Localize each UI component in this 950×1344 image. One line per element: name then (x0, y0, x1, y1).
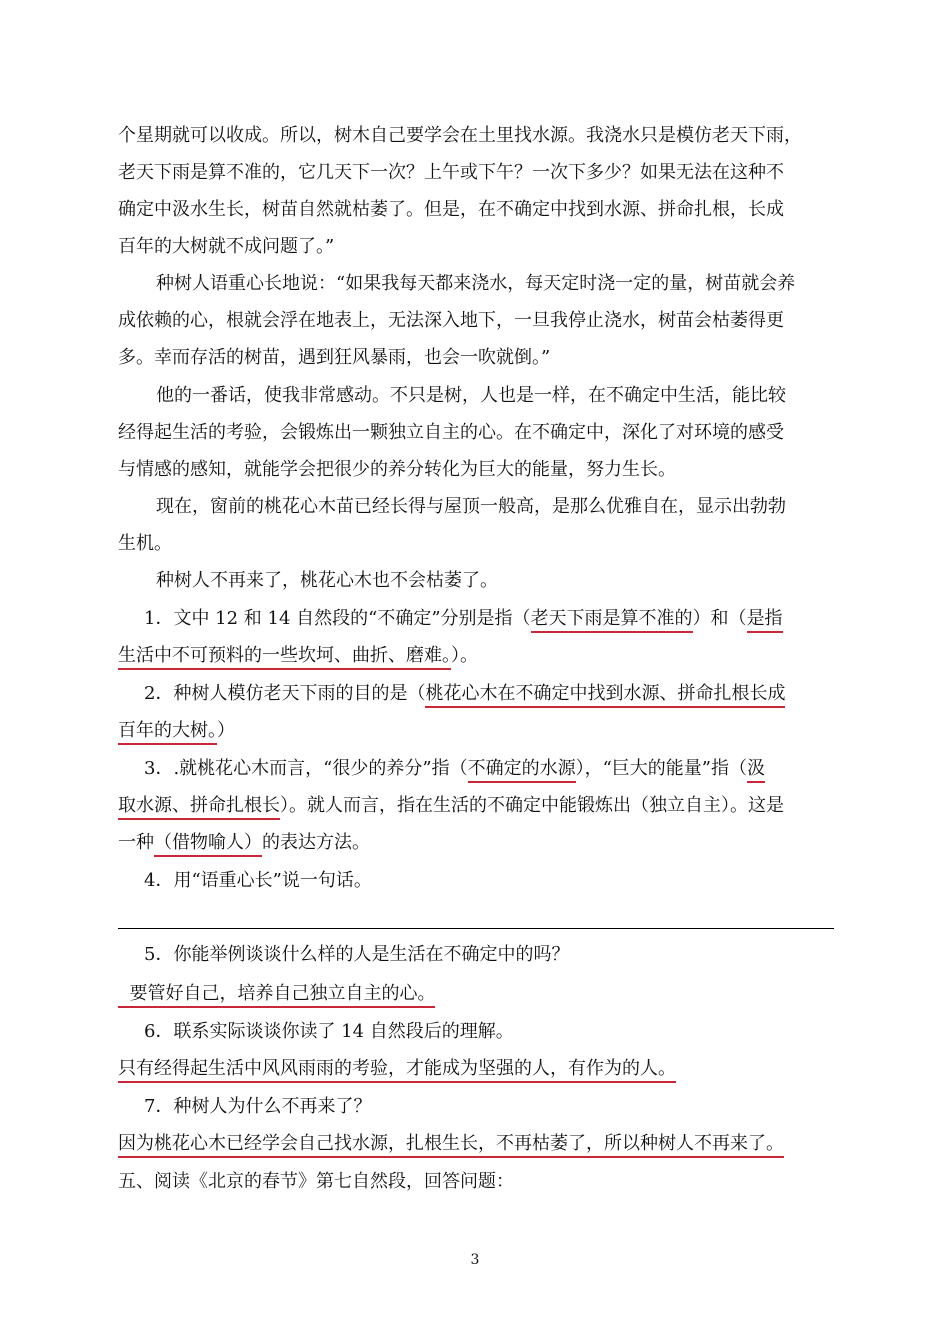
page-number: 3 (470, 1252, 480, 1268)
answer-underlined: 因为桃花心木已经学会自己找水源，扎根生长，不再枯萎了，所以种树人不再来了。 (118, 1133, 784, 1158)
text-line: 种树人不再来了，桃花心木也不会枯萎了。 (156, 570, 498, 591)
text-line: 现在，窗前的桃花心木苗已经长得与屋顶一般高，是那么优雅自在，显示出勃勃 (156, 496, 786, 517)
question-text: 2．种树人模仿老天下雨的目的是（ (144, 683, 426, 704)
question-text: ），“巨大的能量”指（ (575, 758, 747, 779)
question-6: 6．联系实际谈谈你读了 14 自然段后的理解。 (144, 1021, 514, 1042)
question-2 (144, 682, 864, 706)
question-text: 1．文中 12 和 14 自然段的“不确定”分别是指（ (144, 608, 531, 629)
answer-underlined: 汲 (747, 758, 765, 783)
answer-underlined: 老天下雨是算不准的 (531, 608, 693, 633)
text-line: 经得起生活的考验，会锻炼出一颗独立自主的心。在不确定中，深化了对环境的感受 (118, 422, 784, 443)
question-text: 的表达方法。 (262, 832, 370, 853)
question-3 (144, 757, 864, 781)
question-text: 3．.就桃花心木而言，“很少的养分”指（ (144, 758, 468, 779)
question-1-cont (118, 644, 838, 668)
question-text: ） (217, 720, 235, 741)
question-text: 一种 (118, 832, 154, 853)
text-line: 与情感的感知，就能学会把很少的养分转化为巨大的能量，努力生长。 (118, 459, 676, 480)
answer-underlined: 是指 (747, 608, 783, 633)
text-line: 个星期就可以收成。所以，树木自己要学会在土里找水源。我浇水只是模仿老天下雨， (118, 125, 802, 146)
question-5: 5．你能举例谈谈什么样的人是生活在不确定中的吗？ (144, 944, 570, 965)
answer-underlined: 要管好自己，培养自己独立自主的心。 (118, 983, 435, 1008)
answer-underlined: 生活中不可预料的一些坎坷、曲折、磨难。 (118, 645, 451, 670)
answer-underlined: （借物喻人） (154, 832, 262, 857)
text-line: 百年的大树就不成问题了。” (118, 236, 335, 257)
answer-underlined: 只有经得起生活中风风雨雨的考验，才能成为坚强的人，有作为的人。 (118, 1058, 676, 1083)
answer-underlined: 桃花心木在不确定中找到水源、拼命扎根长成 (425, 683, 785, 708)
answer-underlined: 取水源、拼命扎根长 (118, 795, 280, 820)
answer-blank-line (118, 928, 834, 929)
text-line: 多。幸而存活的树苗，遇到狂风暴雨，也会一吹就倒。” (118, 347, 551, 368)
question-7: 7．种树人为什么不再来了？ (144, 1096, 372, 1117)
question-3-cont (118, 831, 838, 855)
answer-6 (118, 1057, 838, 1081)
answer-underlined: 不确定的水源 (468, 758, 576, 783)
question-2-cont (118, 719, 838, 743)
question-text: ）和（ (692, 608, 747, 629)
answer-underlined: 百年的大树。 (118, 720, 217, 745)
text-line: 老天下雨是算不准的，它几天下一次？上午或下午？一次下多少？如果无法在这种不 (118, 162, 784, 183)
section-heading: 五、阅读《北京的春节》第七自然段，回答问题： (118, 1171, 514, 1192)
answer-5 (118, 982, 838, 1006)
text-line: 他的一番话，使我非常感动。不只是树，人也是一样，在不确定中生活，能比较 (156, 385, 786, 406)
question-3-cont (118, 794, 838, 818)
question-text: ）。 (451, 645, 478, 666)
question-1 (144, 607, 864, 631)
answer-7 (118, 1132, 838, 1156)
question-4: 4．用“语重心长”说一句话。 (144, 870, 372, 891)
text-line: 种树人语重心长地说：“如果我每天都来浇水，每天定时浇一定的量，树苗就会养 (156, 273, 796, 294)
text-line: 成依赖的心，根就会浮在地表上，无法深入地下，一旦我停止浇水，树苗会枯萎得更 (118, 310, 784, 331)
text-line: 确定中汲水生长，树苗自然就枯萎了。但是，在不确定中找到水源、拼命扎根，长成 (118, 199, 784, 220)
question-text: ）。就人而言，指在生活的不确定中能锻炼出（独立自主）。这是 (280, 795, 784, 816)
text-line: 生机。 (118, 533, 172, 554)
